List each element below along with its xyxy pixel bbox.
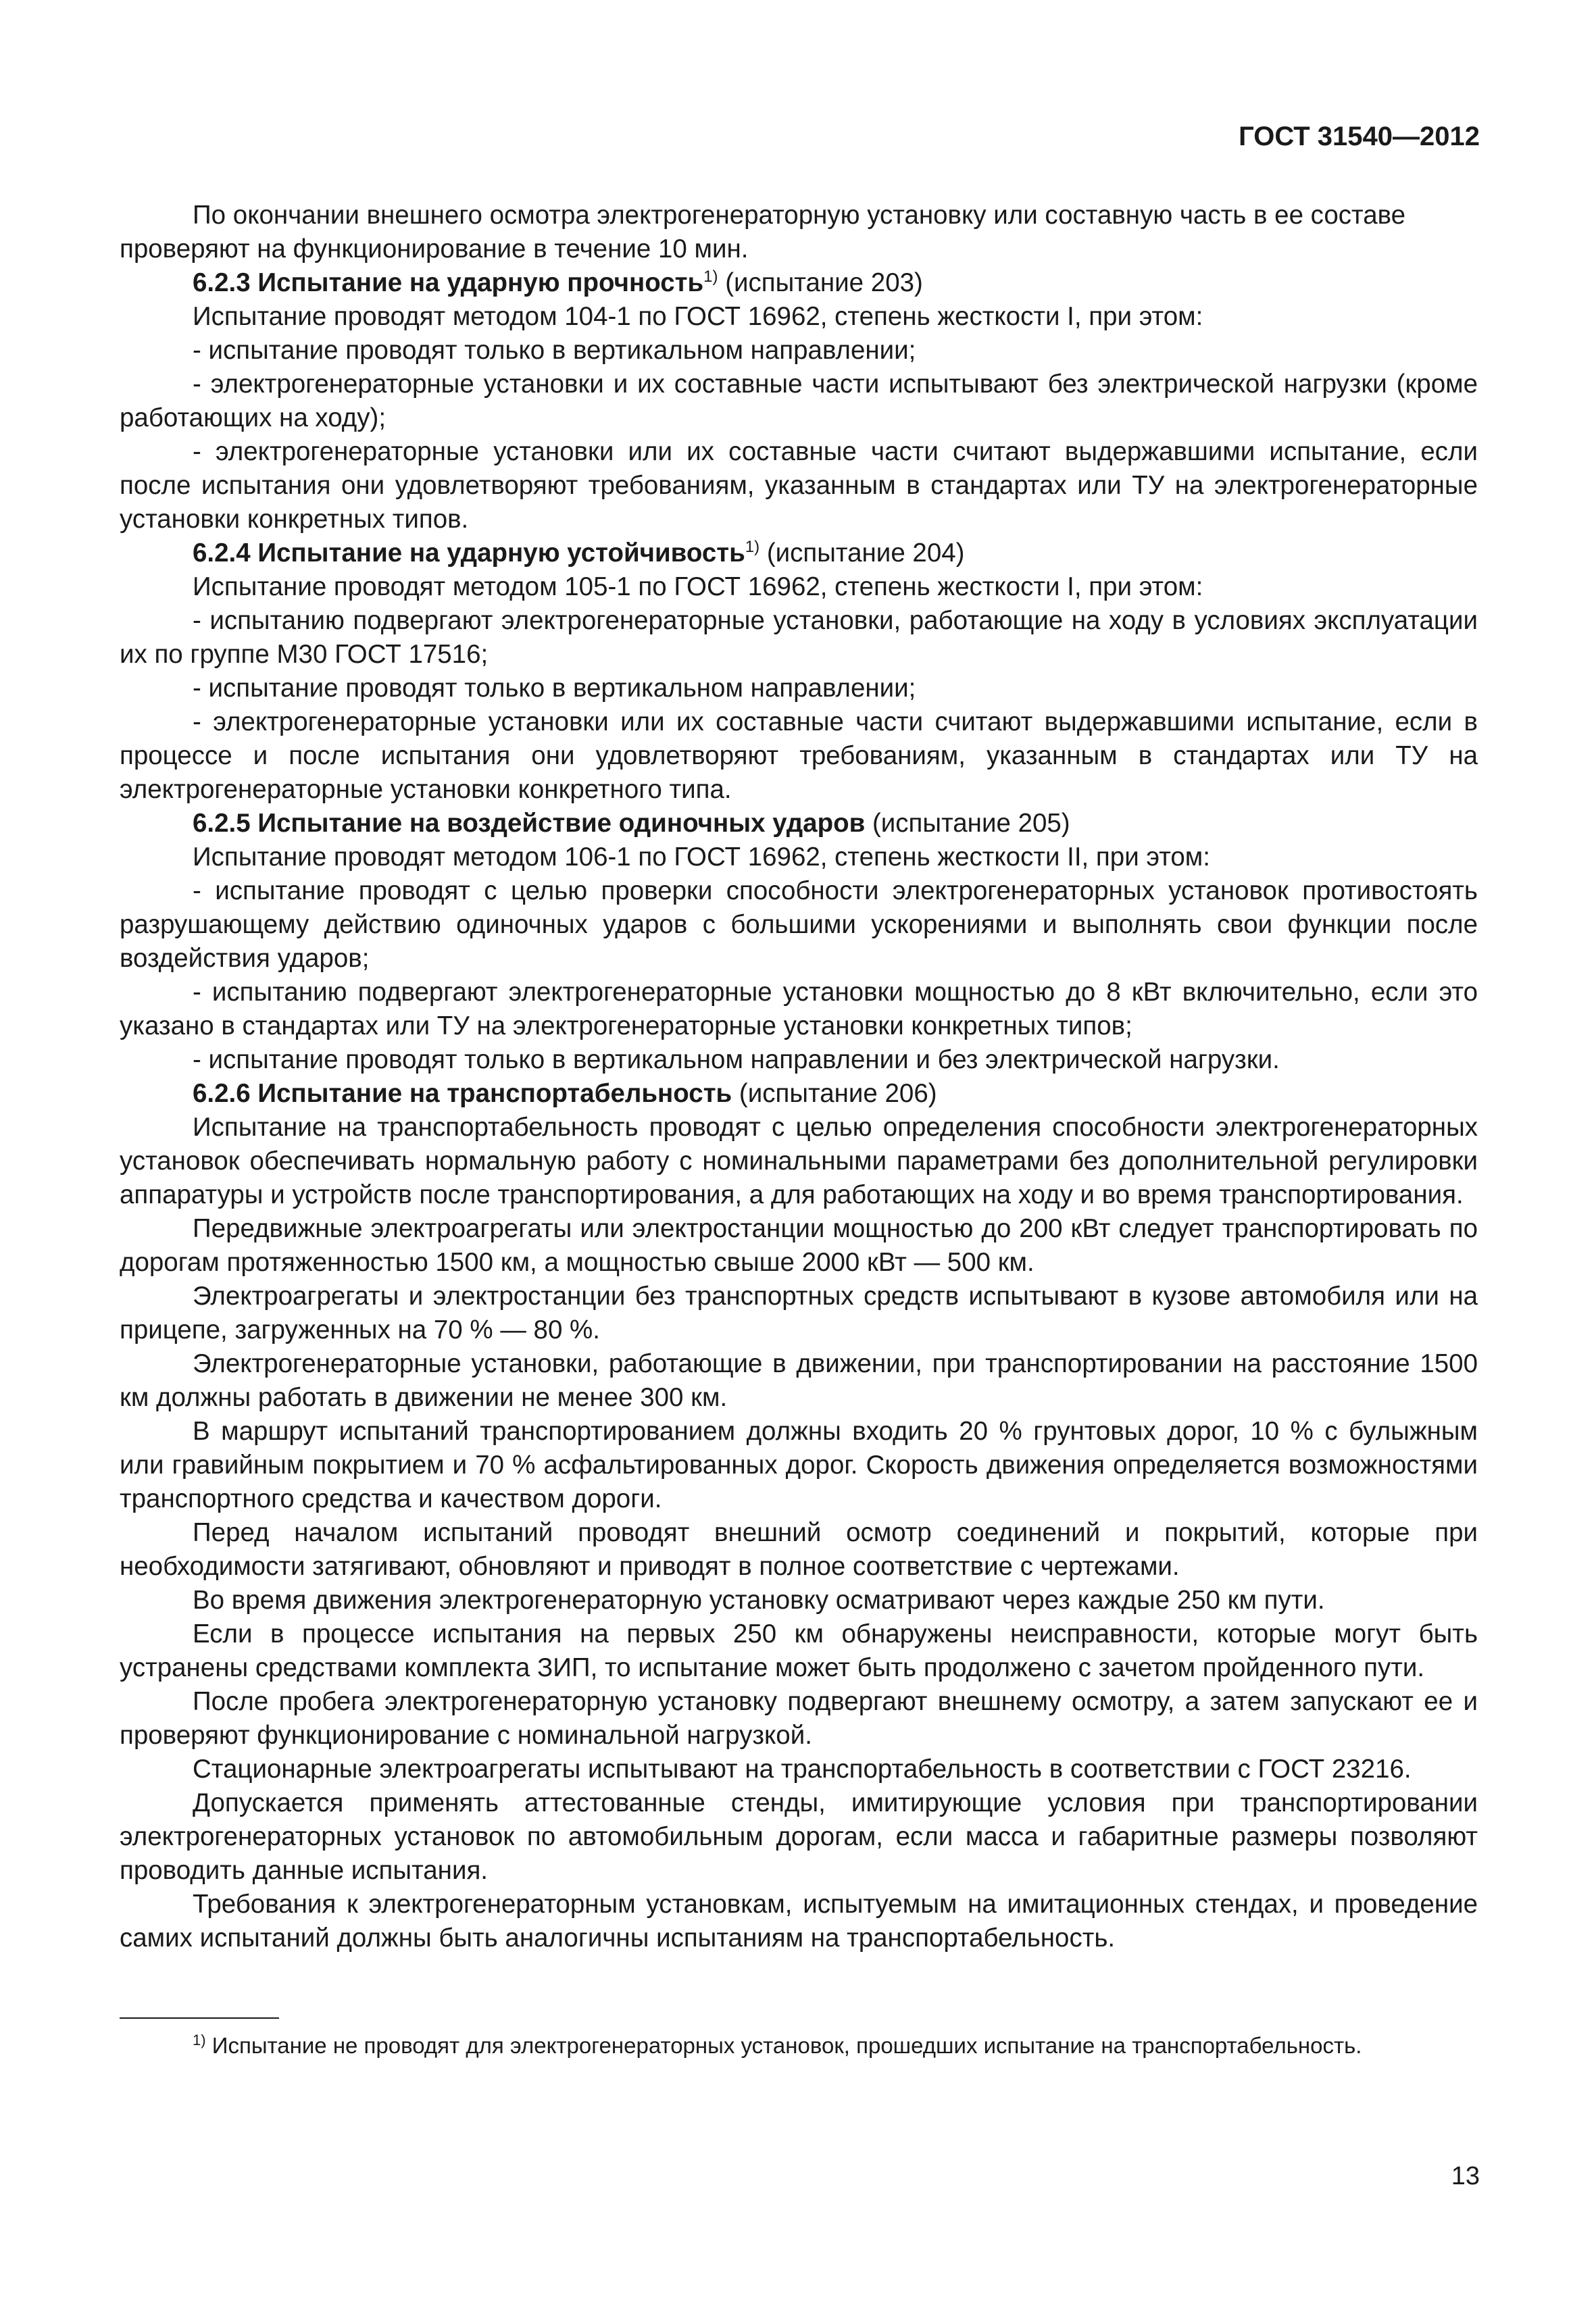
section-6-2-4-heading xyxy=(120,536,1478,570)
section-6-2-6-test-number: (испытание 206) xyxy=(732,1079,937,1108)
paragraph: Требования к электрогенераторным установкам, испытуемым на имитационных стендах, и проведение самих испытаний должны быть аналогичны испытаниям на транспортабельность. xyxy=(120,1890,1478,1953)
paragraph: Если в процессе испытания на первых 250 км обнаружены неисправности, которые могут быть устранены средствами комплекта ЗИП, то испытание может быть продолжено с зачетом пройденного пути. xyxy=(120,1619,1478,1682)
paragraph: В маршрут испытаний транспортированием должны входить 20 % грунтовых дорог, 10 % с булыжным или гравийным покрытием и 70 % асфальтированных дорог. Скорость движения определяется возможностями транспортного средства и качеством дороги. xyxy=(120,1417,1478,1513)
paragraph: Допускается применять аттестованные стенды, имитирующие условия при транспортировании электрогенераторных установок по автомобильным дорогам, если масса и габаритные размеры позволяют проводить данные испытания. xyxy=(120,1788,1478,1885)
list-item: - испытание проводят только в вертикальном направлении; xyxy=(193,674,916,703)
footnote-ref: 1) xyxy=(745,538,760,556)
paragraph: Испытание на транспортабельность проводят с целью определения способности электрогенераторных установок обеспечивать нормальную работу с номинальными параметрами без дополнительной регулировки аппаратуры и устройств после транспортирования, а для работающих на ходу и во время транспортирования. xyxy=(120,1113,1478,1209)
paragraph: Испытание проводят методом 104-1 по ГОСТ 16962, степень жесткости I, при этом: xyxy=(193,302,1203,331)
document-header: ГОСТ 31540—2012 xyxy=(1239,122,1480,151)
paragraph: Передвижные электроагрегаты или электростанции мощностью до 200 кВт следует транспортировать по дорогам протяженностью 1500 км, а мощностью свыше 2000 кВт — 500 км. xyxy=(120,1214,1478,1277)
list-item: - испытание проводят только в вертикальном направлении и без электрической нагрузки. xyxy=(193,1045,1280,1074)
section-6-2-4-test-number: (испытание 204) xyxy=(759,538,965,568)
footnote-marker: 1) xyxy=(193,2032,206,2048)
intro-line-1: По окончании внешнего осмотра электрогенераторную установку или составную часть в ее составе xyxy=(193,201,1406,230)
page-number: 13 xyxy=(1451,2162,1480,2190)
section-6-2-3-title: 6.2.3 Испытание на ударную прочность xyxy=(193,268,704,297)
list-item: - электрогенераторные установки и их составные части испытывают без электрической нагрузки (кроме работающих на ходу); xyxy=(120,370,1478,432)
paragraph: Электроагрегаты и электростанции без транспортных средств испытывают в кузове автомобиля или на прицепе, загруженных на 70 % — 80 %. xyxy=(120,1282,1478,1344)
footnote xyxy=(120,2030,1478,2061)
section-6-2-5-heading xyxy=(120,807,1478,840)
section-6-2-3-test-number: (испытание 203) xyxy=(718,268,923,297)
document-body xyxy=(120,199,1478,1955)
list-item: - испытание проводят только в вертикальном направлении; xyxy=(193,336,916,365)
paragraph: Перед началом испытаний проводят внешний осмотр соединений и покрытий, которые при необходимости затягивают, обновляют и приводят в полное соответствие с чертежами. xyxy=(120,1518,1478,1581)
intro-paragraph xyxy=(120,199,1478,266)
section-6-2-3-heading xyxy=(120,266,1478,300)
section-6-2-6-title: 6.2.6 Испытание на транспортабельность xyxy=(193,1079,732,1108)
list-item: - испытанию подвергают электрогенераторные установки мощностью до 8 кВт включительно, если это указано в стандартах или ТУ на электрогенераторные установки конкретных типов; xyxy=(120,978,1478,1040)
section-6-2-5-test-number: (испытание 205) xyxy=(865,809,1070,838)
paragraph: Испытание проводят методом 105-1 по ГОСТ 16962, степень жесткости I, при этом: xyxy=(193,572,1203,601)
footnote-ref: 1) xyxy=(703,268,718,286)
list-item: - электрогенераторные установки или их составные части считают выдержавшими испытание, если в процессе и после испытания они удовлетворяют требованиям, указанным в стандартах или ТУ на электрогенераторные установки конкретного типа. xyxy=(120,707,1478,804)
paragraph: После пробега электрогенераторную установку подвергают внешнему осмотру, а затем запускают ее и проверяют функционирование с номинальной нагрузкой. xyxy=(120,1687,1478,1750)
intro-line-2: проверяют на функционирование в течение 10 мин. xyxy=(120,234,749,263)
paragraph: Испытание проводят методом 106-1 по ГОСТ 16962, степень жесткости II, при этом: xyxy=(193,842,1210,872)
section-6-2-5-title: 6.2.5 Испытание на воздействие одиночных ударов xyxy=(193,809,866,838)
list-item: - испытанию подвергают электрогенераторные установки, работающие на ходу в условиях эксплуатации их по группе М30 ГОСТ 17516; xyxy=(120,606,1478,669)
section-6-2-6-heading xyxy=(120,1077,1478,1111)
paragraph: Стационарные электроагрегаты испытывают на транспортабельность в соответствии с ГОСТ 23216. xyxy=(193,1755,1412,1784)
list-item: - электрогенераторные установки или их составные части считают выдержавшими испытание, если после испытания они удовлетворяют требованиям, указанным в стандартах или ТУ на электрогенераторные установки конкретных типов. xyxy=(120,437,1478,534)
paragraph: Во время движения электрогенераторную установку осматривают через каждые 250 км пути. xyxy=(193,1586,1325,1615)
section-6-2-4-title: 6.2.4 Испытание на ударную устойчивость xyxy=(193,538,745,568)
paragraph: Электрогенераторные установки, работающие в движении, при транспортировании на расстояние 1500 км должны работать в движении не менее 300 км. xyxy=(120,1349,1478,1412)
footnote-separator xyxy=(120,2017,279,2019)
list-item: - испытание проводят с целью проверки способности электрогенераторных установок противостоять разрушающему действию одиночных ударов с большими ускорениями и выполнять свои функции после воздействия ударов; xyxy=(120,876,1478,973)
footnote-text: Испытание не проводят для электрогенераторных установок, прошедших испытание на транспортабельность. xyxy=(205,2033,1362,2058)
